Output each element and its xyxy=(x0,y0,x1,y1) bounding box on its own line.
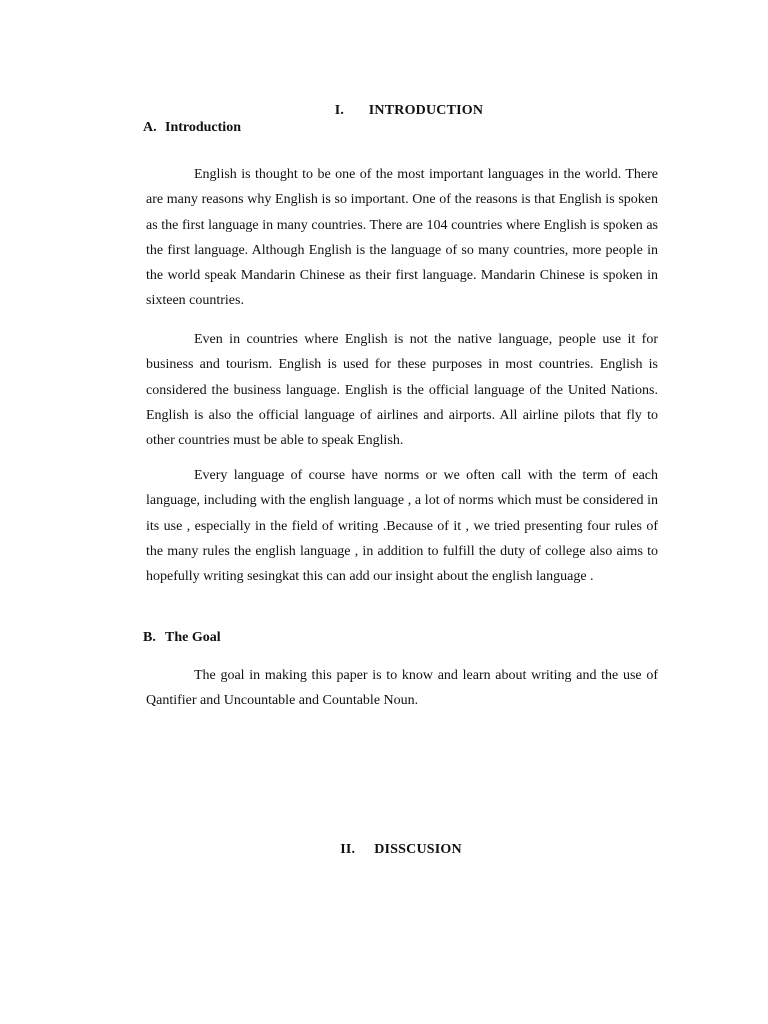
paragraph-intro-1: English is thought to be one of the most important languages in the world. There are many reasons why English is so important. One of the reasons is that English is spoken as the first language in many countries. There are 104 countries where English is spoken as the first language. Although English is the language of so many countries, more people in the world speak Mandarin Chinese as their first language. Mandarin Chinese is spoken in sixteen countries. xyxy=(146,167,658,309)
paragraph-goal: The goal in making this paper is to know and learn about writing and the use of Qantifier and Uncountable and Countable Noun. xyxy=(146,668,658,709)
paragraph-intro-2: Even in countries where English is not the native language, people use it for business and tourism. English is used for these purposes in most countries. English is considered the business language. English is the official language of the United Nations. English is also the official language of airlines and airports. All airline pilots that fly to other countries must be able to speak English. xyxy=(146,332,658,449)
chapter-title: INTRODUCTION xyxy=(368,103,484,118)
section-letter: A. xyxy=(143,120,157,135)
section-title: Introduction xyxy=(165,120,241,135)
chapter-heading-discussion xyxy=(0,842,768,858)
section-letter: B. xyxy=(143,630,156,645)
section-title: The Goal xyxy=(165,630,221,645)
chapter-heading-introduction xyxy=(0,103,768,119)
section-heading-goal xyxy=(143,630,221,646)
paragraph-intro-3: Every language of course have norms or we often call with the term of each language, including with the english language , a lot of norms which must be considered in its use , especially in the field of writing .Because of it , we tried presenting four rules of the many rules the english language , in addition to fulfill the duty of college also aims to hopefully writing sesingkat this can add our insight about the english language . xyxy=(146,468,658,585)
chapter-title: DISSCUSION xyxy=(374,842,462,857)
chapter-number: II. xyxy=(340,842,356,857)
chapter-number: I. xyxy=(334,103,345,118)
section-heading-introduction xyxy=(143,120,241,136)
